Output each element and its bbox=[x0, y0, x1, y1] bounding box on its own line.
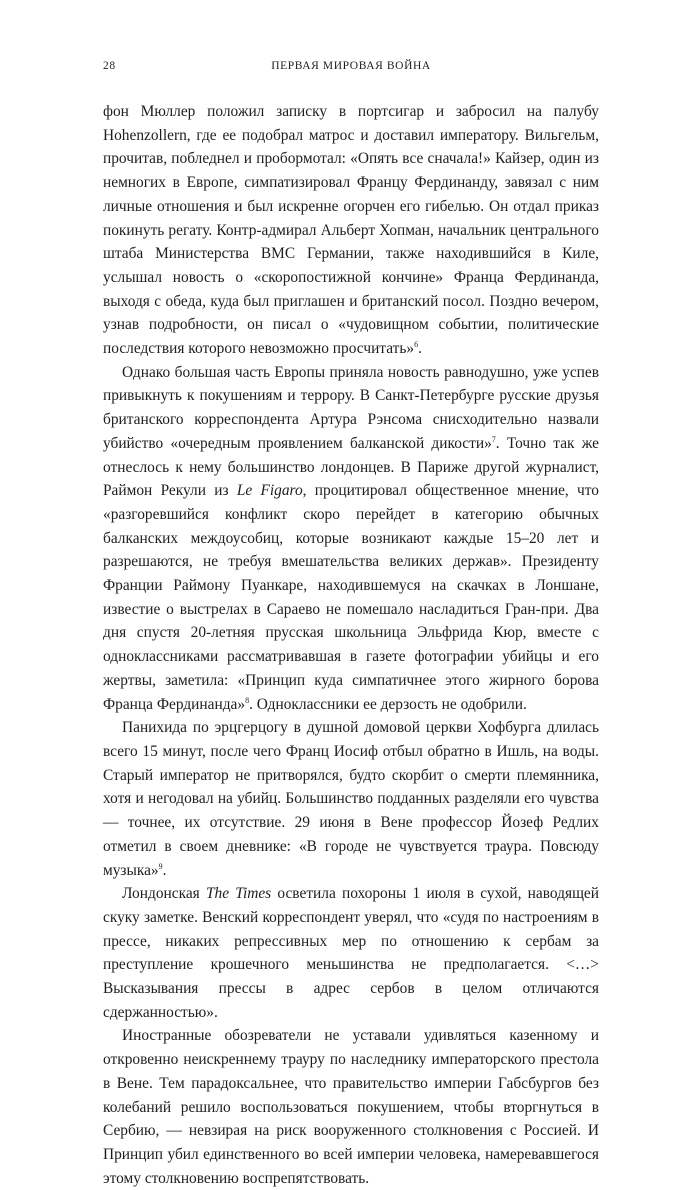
italic-title: Le Figaro bbox=[236, 482, 303, 500]
footnote-marker: 8 bbox=[245, 695, 250, 705]
running-title: ПЕРВАЯ МИРОВАЯ ВОЙНА bbox=[271, 60, 431, 72]
text-run: фон Мюллер положил записку в портсигар и забросил на палубу Hohenzollern, где ее подобрал матрос и доставил императору. Вильгельм, прочитав, побледнел и пробормотал: «Опять все сначала!» Кайзер, один из немногих в Европе, симпатизировал Францу Фердинанду, завязал с ним личные отношения и был искренне огорчен его гибелью. Он отдал приказ покинуть регату. Контр-адмирал Альберт Хопман, начальник центрального штаба Министерства ВМС Германии, также находившийся в Киле, услышал новость о «скоропостижной кончине» Франца Фердинанда, выходя с обеда, куда был приглашен и британский посол. Поздно вечером, узнав подробности, он писал о «чудовищном событии, политические последствия которого невозможно просчитать» bbox=[103, 103, 599, 358]
footnote-marker: 7 bbox=[491, 434, 496, 444]
paragraph bbox=[103, 1024, 599, 1190]
body-text bbox=[103, 100, 599, 1190]
text-run: . Точно так же отнеслось к нему большинство лондонцев. В Париже другой журналист, Раймон Рекули из bbox=[103, 434, 599, 500]
footnote-marker: 9 bbox=[158, 861, 163, 871]
paragraph bbox=[103, 716, 599, 882]
italic-title: The Times bbox=[205, 885, 272, 903]
paragraph bbox=[103, 882, 599, 1024]
paragraph bbox=[103, 361, 599, 717]
text-run: Иностранные обозреватели не уставали удивляться казенному и откровенно неискреннему трауру по наследнику императорского престола в Вене. Тем парадоксальнее, что правительство империи Габсбургов без колебаний решило воспользоваться покушением, чтобы вторгнуться в Сербию, — невзирая на риск вооруженного столкновения с Россией. И Принцип убил единственного во всей империи человека, намеревавшегося этому столкновению воспрепятствовать. bbox=[103, 1027, 599, 1187]
text-run: Панихида по эрцгерцогу в душной домовой церкви Хофбурга длилась всего 15 минут, после чего Франц Иосиф отбыл обратно в Ишль, на воды. Старый император не притворялся, будто скорбит о смерти племянника, хотя и негодовал на убийц. Большинство подданных разделяли его чувства — точнее, их отсутствие. 29 июня в Вене профессор Йозеф Редлих отметил в своем дневнике: «В городе не чувствуется траура. Повсюду музыка» bbox=[103, 719, 599, 879]
running-head bbox=[103, 60, 599, 84]
text-run: , процитировал общественное мнение, что «разгоревшийся конфликт скоро перейдет в категорию обычных балканских междоусобиц, которые возникают каждые 15–20 лет и разрешаются, не требуя вмешательства великих держав». Президенту Франции Раймону Пуанкаре, находившемуся на скачках в Лоншане, известие о выстрелах в Сараево не помешало насладиться Гран-при. Два дня спустя 20-летняя прусская школьница Эльфрида Кюр, вместе с одноклассниками рассматривавшая в газете фотографии убийцы и его жертвы, заметила: «Принцип куда симпатичнее этого жирного борова Франца Фердинанда» bbox=[103, 482, 599, 713]
page-number: 28 bbox=[103, 60, 116, 72]
text-run: осветила похороны 1 июля в сухой, наводящей скуку заметке. Венский корреспондент уверял, что «судя по настроениям в прессе, никаких репрессивных мер по отношению к сербам за преступление крошечного меньшинства не предполагается. <…> Высказывания прессы в адрес сербов в целом отличаются сдержанностью». bbox=[103, 885, 599, 1021]
text-run: . bbox=[418, 340, 422, 358]
text-run: . bbox=[162, 861, 167, 879]
text-run: . Одноклассники ее дерзость не одобрили. bbox=[249, 695, 527, 713]
footnote-marker: 6 bbox=[414, 339, 419, 349]
book-page bbox=[103, 0, 599, 1190]
paragraph bbox=[103, 100, 599, 361]
text-run: Лондонская bbox=[122, 885, 206, 903]
text-run: Однако большая часть Европы приняла новость равнодушно, уже успев привыкнуть к покушениям и террору. В Санкт-Петербурге русские друзья британского корреспондента Артура Рэнсома снисходительно назвали убийство «очередным проявлением балканской дикости» bbox=[103, 363, 599, 452]
